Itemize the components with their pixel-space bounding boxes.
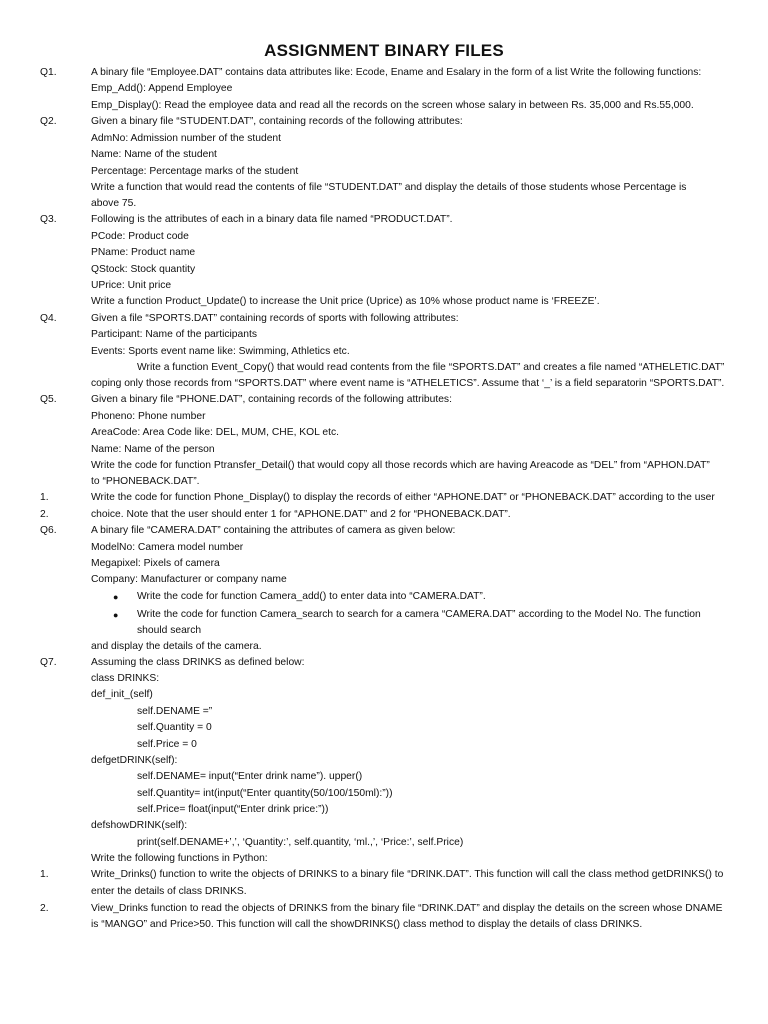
question-text: Company: Manufacturer or company name [91, 574, 287, 585]
question-text: Megapixel: Pixels of camera [91, 558, 220, 569]
question-text: A binary file “Employee.DAT” contains data attributes like: Ecode, Ename and Esalary in the form of a list Write the following functions: [91, 67, 702, 78]
question-number: Q3. [40, 214, 57, 225]
question-number: Q7. [40, 657, 57, 668]
question-text: Write a function that would read the contents of file “STUDENT.DAT” and display the details of those students whose Percentage is [91, 182, 687, 193]
question-text: Phoneno: Phone number [91, 411, 206, 422]
question-text: and display the details of the camera. [91, 641, 262, 652]
code-line: print(self.DENAME+’,’, ‘Quantity:’, self.quantity, ‘ml.,’, ‘Price:’, self.Price) [137, 837, 464, 848]
question-text: Write the code for function Camera_search to search for a camera “CAMERA.DAT” according to the Model No. The function [137, 609, 701, 620]
question-text: to “PHONEBACK.DAT”. [91, 476, 200, 487]
code-line: defshowDRINK(self): [91, 820, 188, 831]
question-text: View_Drinks function to read the objects of DRINKS from the binary file “DRINK.DAT” and display the details on the screen whose DNAME [91, 903, 723, 914]
code-line: self.Price = 0 [137, 739, 197, 750]
question-text: Write the code for function Phone_Display() to display the records of either “APHONE.DAT” or “PHONEBACK.DAT” according to the user [91, 492, 715, 503]
code-line: self.DENAME= input(“Enter drink name”). upper() [137, 771, 363, 782]
question-text: coping only those records from “SPORTS.DAT” where event name is “ATHELETICS”. Assume that ‘_’ is a field separatorin “SPORTS.DAT”. [91, 378, 725, 389]
page-title: ASSIGNMENT BINARY FILES [264, 41, 504, 60]
code-line: self.Price= float(input(“Enter drink price:”)) [137, 804, 329, 815]
code-line: self.Quantity = 0 [137, 722, 212, 733]
bullet-icon: ● [113, 592, 119, 602]
question-text: AreaCode: Area Code like: DEL, MUM, CHE, KOL etc. [91, 427, 339, 438]
question-text: Emp_Add(): Append Employee [91, 83, 233, 94]
code-line: defgetDRINK(self): [91, 755, 178, 766]
question-text: Given a binary file “PHONE.DAT”, containing records of the following attributes: [91, 394, 452, 405]
question-number: Q5. [40, 394, 57, 405]
list-number: 2. [40, 509, 49, 520]
question-text: ModelNo: Camera model number [91, 542, 244, 553]
question-text: Assuming the class DRINKS as defined below: [91, 657, 305, 668]
question-text: PCode: Product code [91, 231, 189, 242]
question-text: Name: Name of the person [91, 444, 215, 455]
question-text: Percentage: Percentage marks of the student [91, 166, 299, 177]
question-text: Following is the attributes of each in a binary data file named “PRODUCT.DAT”. [91, 214, 453, 225]
question-text: Name: Name of the student [91, 149, 217, 160]
question-text: AdmNo: Admission number of the student [91, 133, 282, 144]
question-text: should search [137, 625, 202, 636]
question-text: Write the code for function Ptransfer_Detail() that would copy all those records which are having Areacode as “DEL” from “APHON.DAT” [91, 460, 710, 471]
question-text: Write the following functions in Python: [91, 853, 268, 864]
question-text: Given a binary file “STUDENT.DAT”, containing records of the following attributes: [91, 116, 463, 127]
list-number: 2. [40, 903, 49, 914]
bullet-icon: ● [113, 610, 119, 620]
question-number: Q1. [40, 67, 57, 78]
question-text: Given a file “SPORTS.DAT” containing records of sports with following attributes: [91, 313, 459, 324]
question-text: Write a function Event_Copy() that would read contents from the file “SPORTS.DAT” and creates a file named “ATHELETIC.DAT” [137, 362, 725, 373]
question-text: Write the code for function Camera_add() to enter data into “CAMERA.DAT”. [137, 591, 486, 602]
question-text: Participant: Name of the participants [91, 329, 257, 340]
question-number: Q6. [40, 525, 57, 536]
question-number: Q4. [40, 313, 57, 324]
question-text: Emp_Display(): Read the employee data and read all the records on the screen whose salary in between Rs. 35,000 and Rs.55,000. [91, 100, 694, 111]
question-text: A binary file “CAMERA.DAT” containing the attributes of camera as given below: [91, 525, 456, 536]
question-text: Events: Sports event name like: Swimming, Athletics etc. [91, 346, 350, 357]
question-text: Write_Drinks() function to write the objects of DRINKS to a binary file “DRINK.DAT”. This function will call the class method getDRINKS() to [91, 869, 724, 880]
question-text: PName: Product name [91, 247, 196, 258]
question-text: Write a function Product_Update() to increase the Unit price (Uprice) as 10% whose product name is ‘FREEZE’. [91, 296, 600, 307]
question-text: is “MANGO” and Price>50. This function will call the showDRINKS() class method to display the details of class DRINKS. [91, 919, 643, 930]
question-text: choice. Note that the user should enter 1 for “APHONE.DAT” and 2 for “PHONEBACK.DAT”. [91, 509, 511, 520]
question-text: UPrice: Unit price [91, 280, 172, 291]
question-number: Q2. [40, 116, 57, 127]
question-text: above 75. [91, 198, 137, 209]
code-line: def_init_(self) [91, 689, 153, 700]
code-line: class DRINKS: [91, 673, 160, 684]
code-line: self.DENAME =” [137, 706, 213, 717]
question-text: enter the details of class DRINKS. [91, 886, 247, 897]
question-text: QStock: Stock quantity [91, 264, 196, 275]
list-number: 1. [40, 492, 49, 503]
code-line: self.Quantity= int(input(“Enter quantity(50/100/150ml):”)) [137, 788, 393, 799]
list-number: 1. [40, 869, 49, 880]
